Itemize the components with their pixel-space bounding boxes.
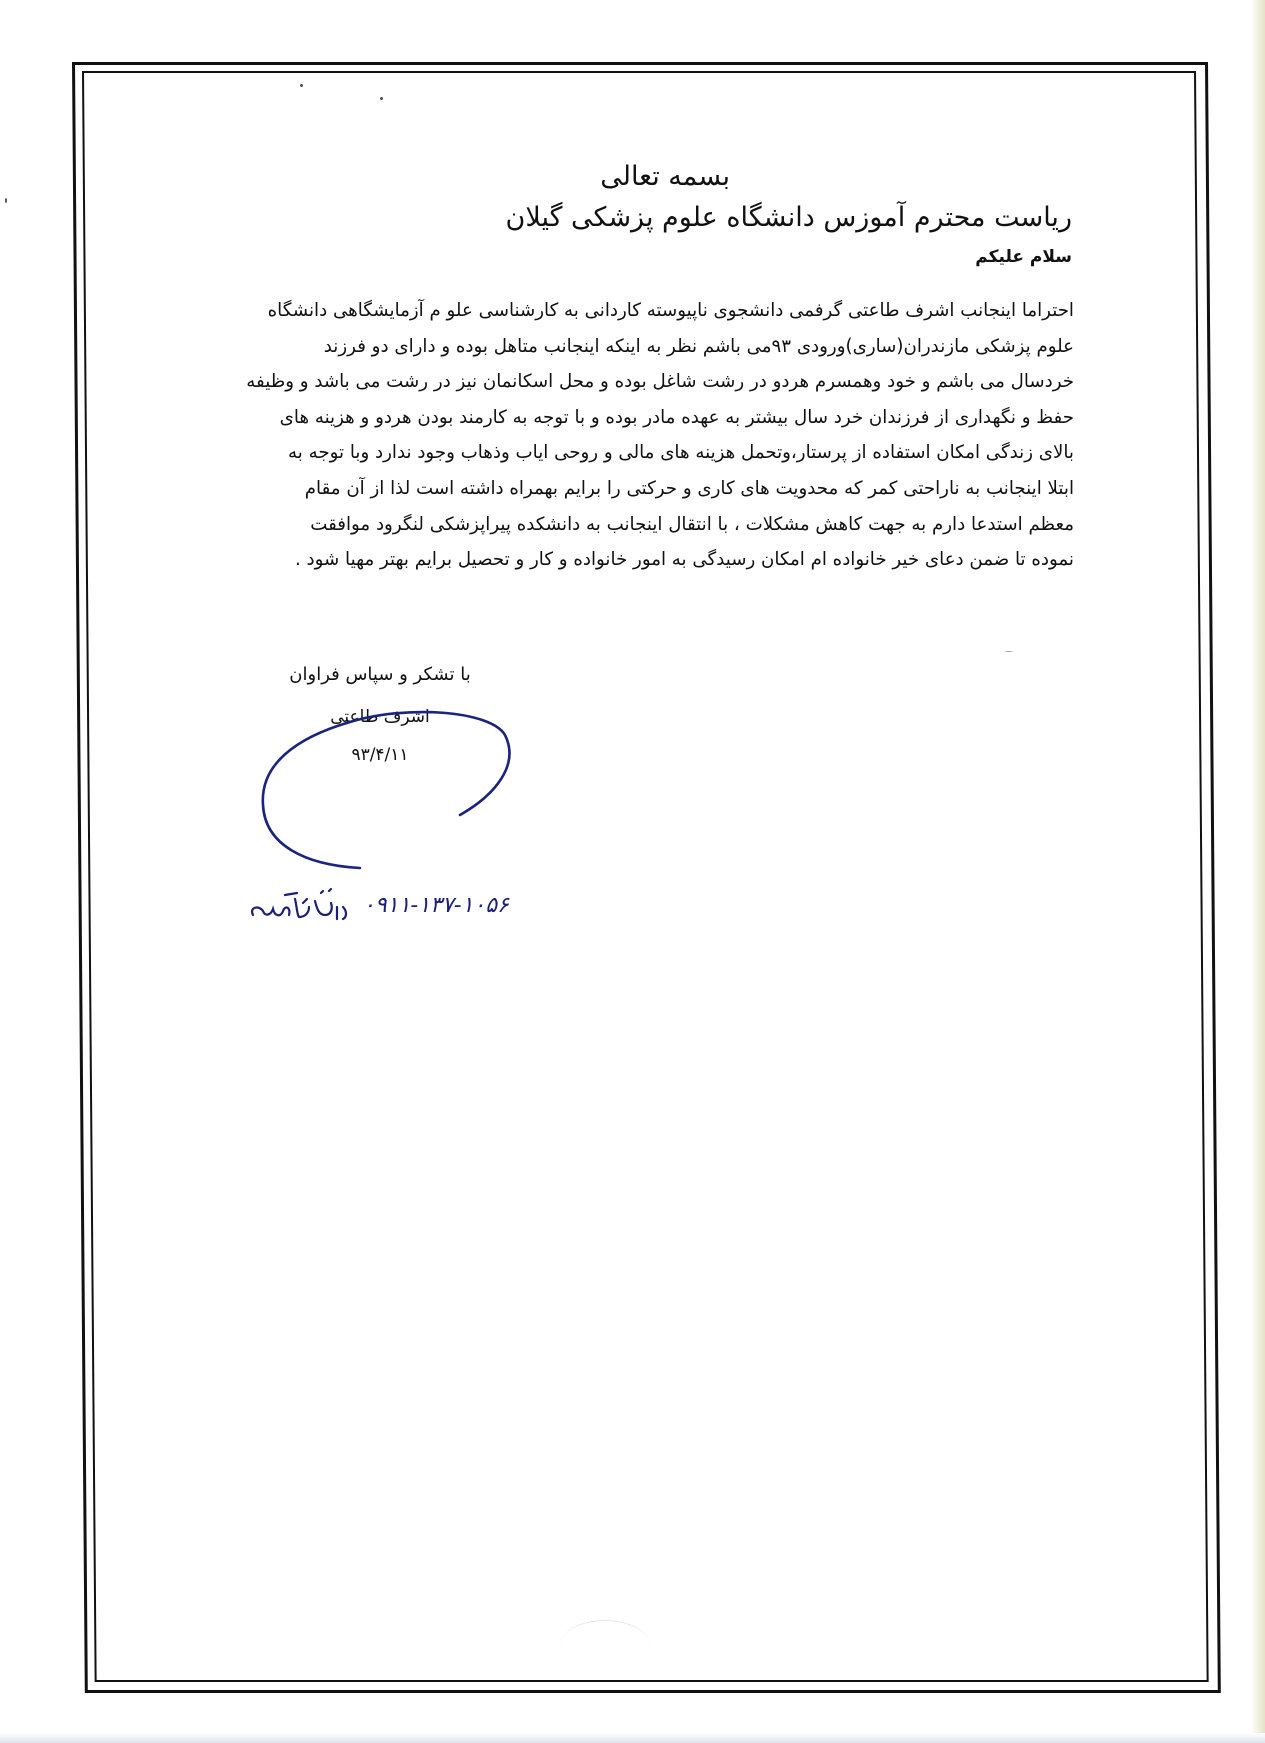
scan-speck xyxy=(1005,651,1013,652)
handwritten-signature xyxy=(255,710,520,875)
signature-stroke xyxy=(263,712,510,868)
document-greeting: سلام علیکم xyxy=(975,247,1072,267)
letter-body xyxy=(210,293,1074,578)
signature-date: ۹۳/۴/۱۱ xyxy=(351,745,409,765)
document-invocation: بسمه تعالی xyxy=(600,161,730,192)
phone-number: ۰۹۱۱-۱۳۷-۱۰۵۶ xyxy=(363,893,509,918)
body-line: معظم استدعا دارم به جهت کاهش مشکلات ، با انتقال اینجانب به دانشکده پیراپزشکی لنگرود موافقت xyxy=(310,513,1074,535)
handwritten-contact-note xyxy=(245,885,565,935)
signer-name: اشرف طاعتی xyxy=(330,707,430,727)
document-addressee: ریاست محترم آموزس دانشگاه علوم پزشکی گیلان xyxy=(505,202,1072,233)
body-line: ابتلا اینجانب به ناراحتی کمر که محدویت های کاری و حرکتی را برایم بهمراه داشته است لذا از آن مقام xyxy=(304,477,1074,499)
scribble-stroke xyxy=(252,889,346,919)
scan-speck xyxy=(5,198,7,203)
scan-page-edge-bottom xyxy=(0,1733,1265,1743)
body-line: بالای زندگی امکان استفاده از پرستار،وتحمل هزینه های مالی و روحی ایاب وذهاب وجود ندارد وبا توجه به xyxy=(288,442,1074,464)
scan-page-edge-right xyxy=(1251,0,1265,1743)
body-line: حفظ و نگهداری از فرزندان خرد سال بیشتر به عهده مادر بوده و با توجه به کارمند بودن هردو و هزینه های xyxy=(279,406,1074,428)
handwritten-name-scribble xyxy=(245,885,355,935)
body-line: علوم پزشکی مازندران(ساری)ورودی ۹۳می باشم نظر به اینکه اینجانب متاهل بوده و دارای دو فرزند xyxy=(323,335,1074,357)
body-line: خردسال می باشم و خود وهمسرم هردو در رشت شاغل بوده و محل اسکانمان نیز در رشت می باشد و وظیفه xyxy=(246,371,1074,393)
body-line: احتراما اینجانب اشرف طاعتی گرفمی دانشجوی ناپیوسته کاردانی به کارشناسی علو م آزمایشگاهی دانشگاه xyxy=(267,300,1074,321)
closing-phrase: با تشکر و سپاس فراوان xyxy=(289,664,471,685)
body-line: نموده تا ضمن دعای خیر خانواده ام امکان رسیدگی به امور خانواده و کار و تحصیل برایم بهتر مهیا شود . xyxy=(294,549,1074,571)
scan-speck xyxy=(300,84,303,87)
scan-speck xyxy=(380,97,383,100)
scan-artifact xyxy=(560,1620,650,1671)
